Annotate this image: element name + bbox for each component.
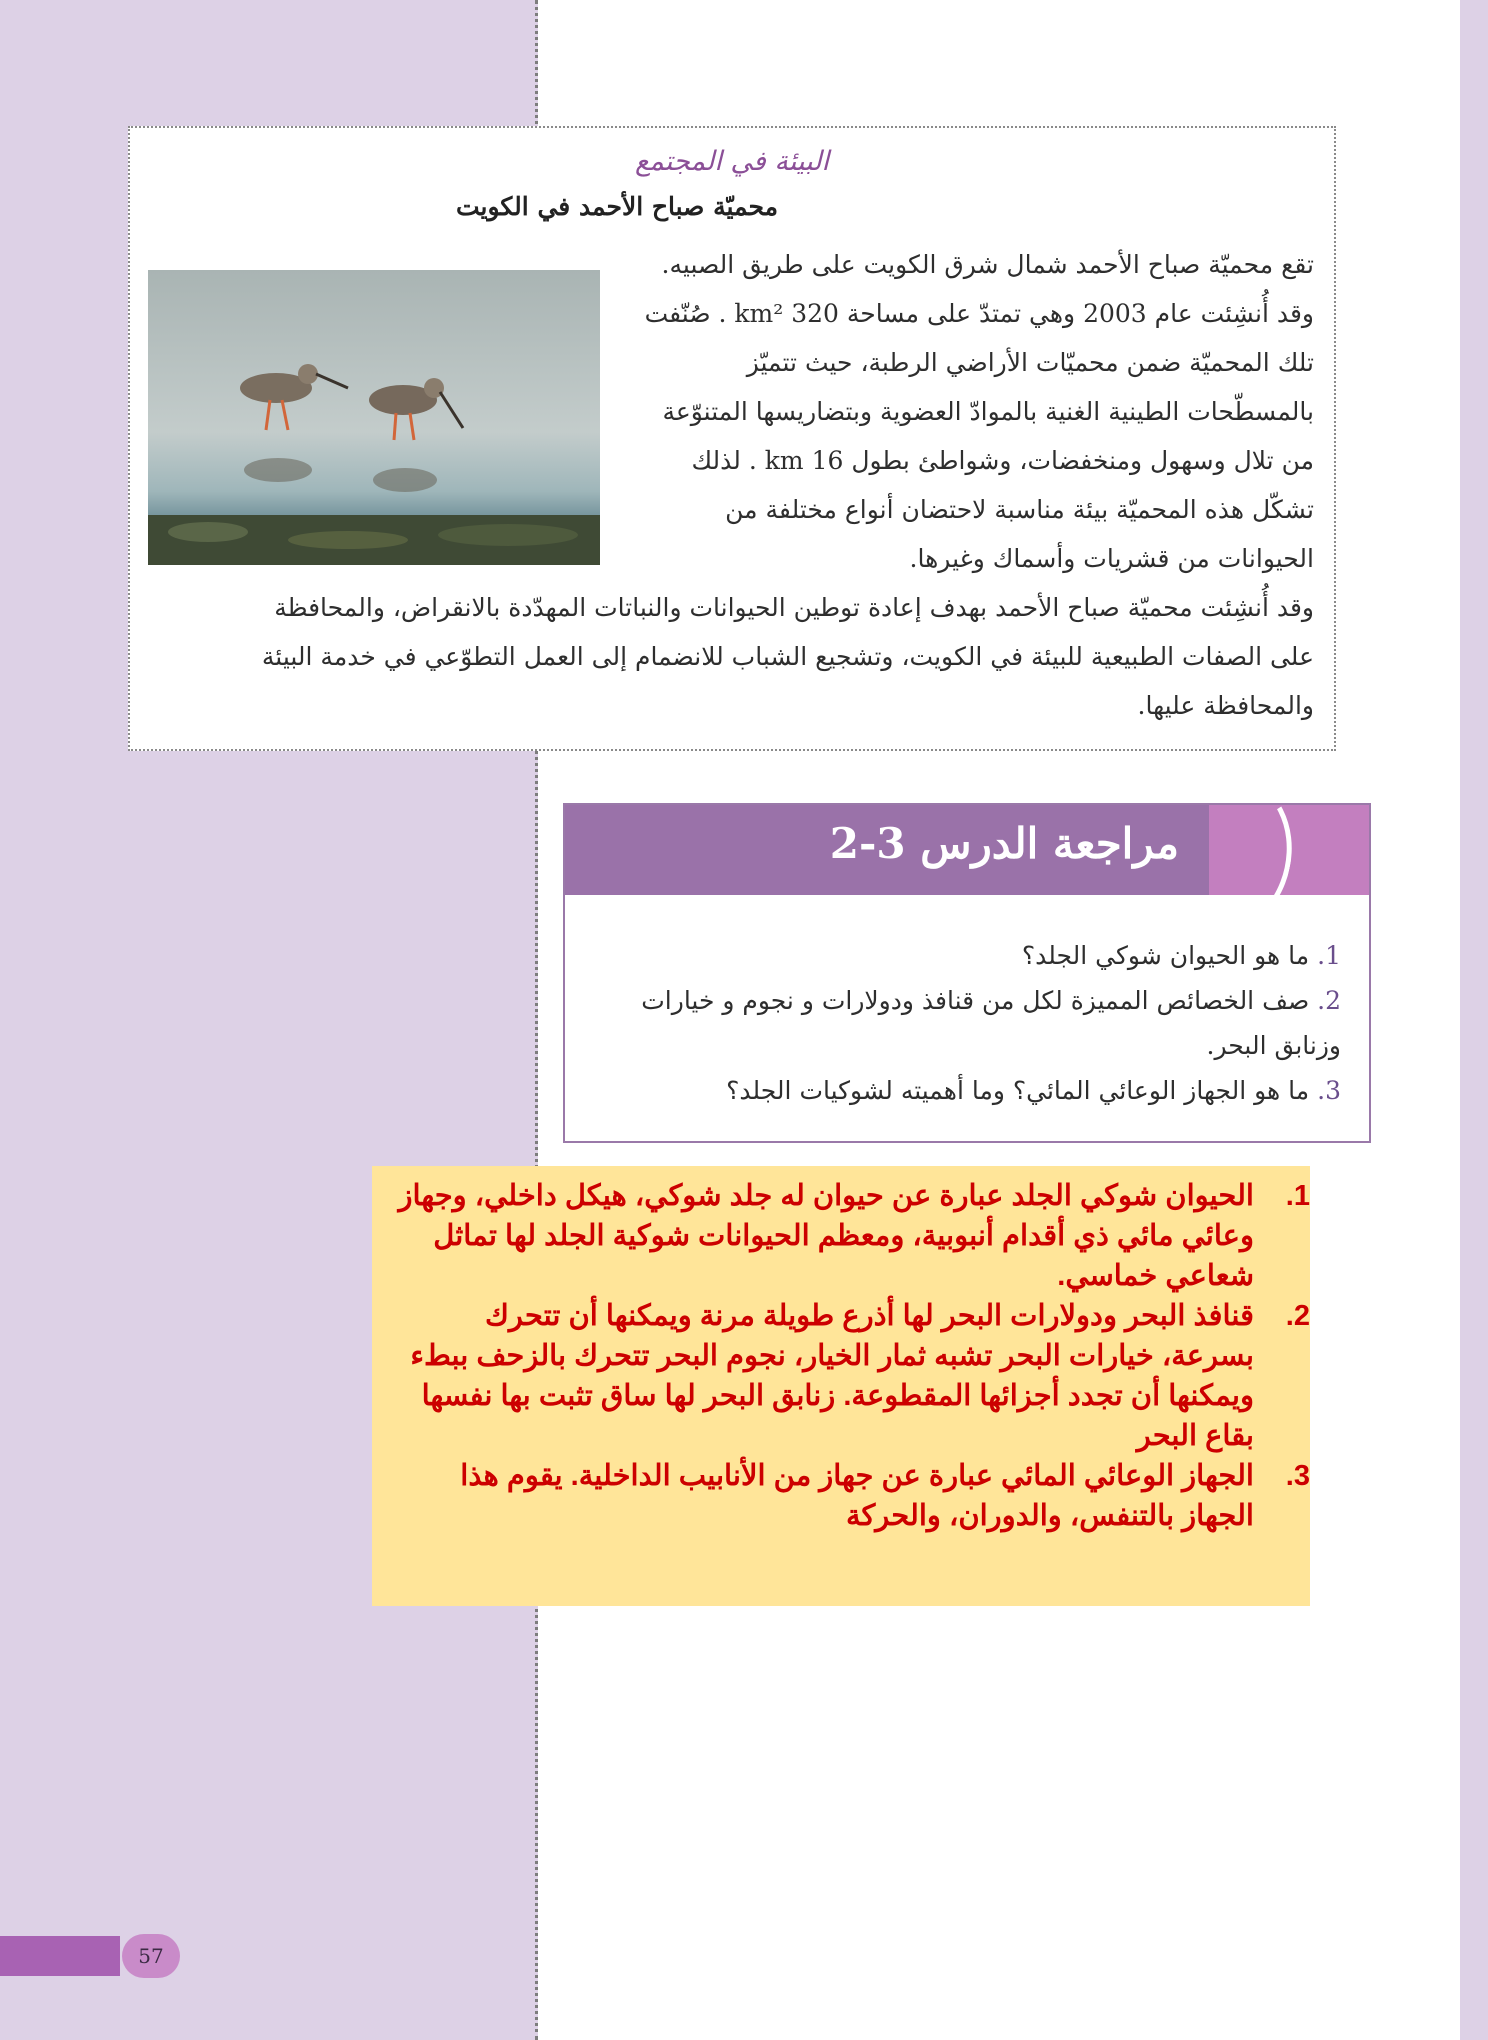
paragraph-line: الحيوانات من قشريات وأسماك وغيرها. bbox=[909, 544, 1314, 573]
paragraph-line: والمحافظة عليها. bbox=[1137, 691, 1314, 720]
right-margin-band bbox=[1460, 0, 1488, 2040]
page-number: 57 bbox=[122, 1934, 180, 1978]
environment-title: محميّة صباح الأحمد في الكويت bbox=[455, 192, 779, 221]
review-title: مراجعة الدرس 3-2 bbox=[829, 819, 1179, 868]
review-question: 1. ما هو الحيوان شوكي الجلد؟ bbox=[1021, 941, 1341, 970]
answer-item: 1. الحيوان شوكي الجلد عبارة عن حيوان له جلد شوكي، هيكل داخلي، وجهاز وعائي مائي ذي أقدام أنبوبية، ومعظم الحيوانات شوكية الجلد لها تماثل شعاعي خماسي. bbox=[398, 1180, 1310, 1292]
paragraph-line: بالمسطّحات الطينية الغنية بالموادّ العضوية وبتضاريسها المتنوّعة bbox=[662, 397, 1314, 426]
environment-paragraph-2 bbox=[144, 583, 1314, 730]
answer-item: 2. قنافذ البحر ودولارات البحر لها أذرع طويلة مرنة ويمكنها أن تتحرك بسرعة، خيارات البحر تشبه ثمار الخيار، نجوم البحر تتحرك بالزحف ببطء ويمكنها أن تجدد أجزائها المقطوعة. زنابق البحر لها ساق تثبت بها نفسها بقاع البحر bbox=[410, 1300, 1310, 1452]
answers-box bbox=[372, 1166, 1310, 1606]
paragraph-line: وقد أُنشِئت محميّة صباح الأحمد بهدف إعادة توطين الحيوانات والنباتات المهدّدة بالانقراض، والمحافظة bbox=[274, 593, 1314, 622]
environment-paragraph-1 bbox=[594, 240, 1314, 583]
review-question: 2. صف الخصائص المميزة لكل من قنافذ ودولارات و نجوم و خيارات وزنابق البحر. bbox=[641, 986, 1341, 1060]
answer-item: 3. الجهاز الوعائي المائي عبارة عن جهاز من الأنابيب الداخلية. يقوم هذا الجهاز بالتنفس، والدوران، والحركة bbox=[460, 1460, 1310, 1532]
environment-heading: البيئة في المجتمع bbox=[634, 146, 830, 177]
birds-photo bbox=[148, 270, 600, 565]
paragraph-line: تشكّل هذه المحميّة بيئة مناسبة لاحتضان أنواع مختلفة من bbox=[725, 495, 1314, 524]
page-number-bar bbox=[0, 1936, 120, 1976]
review-questions bbox=[611, 933, 1341, 1113]
paragraph-line: من تلال وسهول ومنخفضات، وشواطئ بطول 16 km . لذلك bbox=[691, 446, 1314, 475]
paragraph-line: على الصفات الطبيعية للبيئة في الكويت، وتشجيع الشباب للانضمام إلى العمل التطوّعي في خدمة البيئة bbox=[261, 642, 1314, 671]
lesson-review-box bbox=[563, 803, 1371, 1143]
review-question: 3. ما هو الجهاز الوعائي المائي؟ وما أهميته لشوكيات الجلد؟ bbox=[726, 1076, 1341, 1105]
answers-list bbox=[394, 1176, 1310, 1536]
paragraph-line: وقد أُنشِئت عام 2003 وهي تمتدّ على مساحة 320 km² . صُنّفت bbox=[644, 299, 1314, 328]
environment-box bbox=[128, 126, 1336, 751]
paragraph-line: تلك المحميّة ضمن محميّات الأراضي الرطبة، حيث تتميّز bbox=[746, 348, 1314, 377]
paragraph-line: تقع محميّة صباح الأحمد شمال شرق الكويت على طريق الصبيه. bbox=[661, 250, 1314, 279]
review-header bbox=[565, 805, 1369, 895]
